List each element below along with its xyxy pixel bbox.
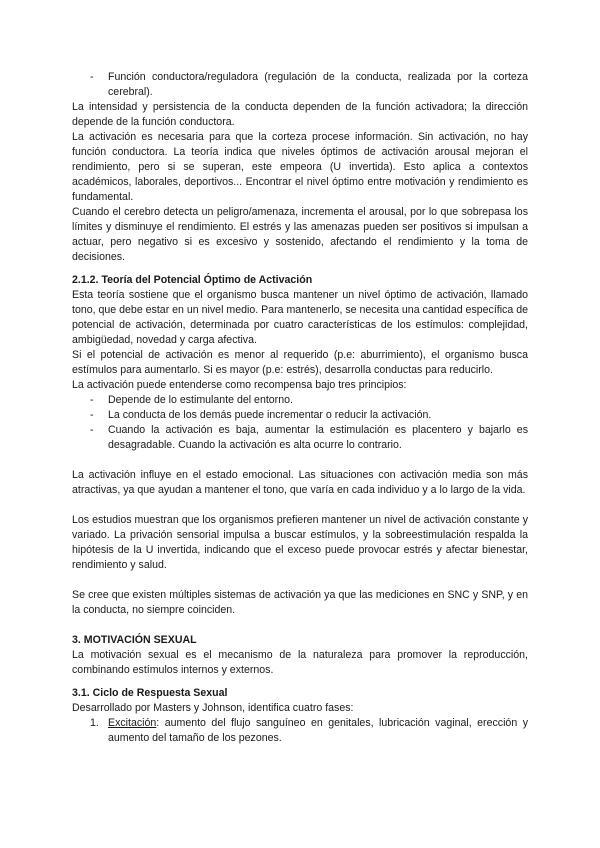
paragraph: Desarrollado por Masters y Johnson, identifica cuatro fases: bbox=[72, 702, 354, 714]
dash-bullet: - bbox=[90, 424, 94, 436]
paragraph: La motivación sexual es el mecanismo de la naturaleza para promover la reproducción, combinando estímulos internos y externos. bbox=[72, 649, 528, 676]
paragraph: La activación puede entenderse como recompensa bajo tres principios: bbox=[72, 379, 407, 391]
paragraph: La activación es necesaria para que la corteza procese información. Sin activación, no hay función conductora. La teoría indica que niveles óptimos de activación arousal mejoran el rendimiento, pero si se superan, este empeora (U invertida). Esto aplica a contextos académicos, laborales, deportivos... Encontrar el nivel óptimo entre motivación y rendimiento es fundamental. bbox=[72, 131, 528, 203]
list-item bbox=[72, 423, 528, 453]
list-item bbox=[72, 408, 528, 423]
paragraph: Si el potencial de activación es menor al requerido (p.e: aburrimiento), el organismo busca estímulos para aumentarlo. Si es mayor (p.e: estrés), desarrolla conductas para reducirlo. bbox=[72, 349, 528, 376]
list-item-text: Función conductora/reguladora (regulación de la conducta, realizada por la corteza cerebral). bbox=[108, 71, 528, 98]
section-heading: 3.1. Ciclo de Respuesta Sexual bbox=[72, 687, 228, 699]
paragraph: Los estudios muestran que los organismos prefieren mantener un nivel de activación constante y variado. La privación sensorial impulsa a buscar estímulos, y la sobreestimulación respalda la hipótesis de la U invertida, indicando que el exceso puede provocar estrés y afectar bienestar, rendimiento y salud. bbox=[72, 514, 528, 571]
dash-bullet: - bbox=[90, 409, 94, 421]
list-item bbox=[72, 70, 528, 100]
list-item bbox=[72, 393, 528, 408]
principles-list bbox=[72, 393, 528, 453]
section-heading: 3. MOTIVACIÓN SEXUAL bbox=[72, 634, 197, 646]
dash-bullet: - bbox=[90, 394, 94, 406]
paragraph: La intensidad y persistencia de la conducta dependen de la función activadora; la dirección depende de la función conductora. bbox=[72, 101, 528, 128]
page-content bbox=[72, 70, 528, 746]
list-item bbox=[72, 716, 528, 746]
paragraph: Cuando el cerebro detecta un peligro/amenaza, incrementa el arousal, por lo que sobrepasa los límites y disminuye el rendimiento. El estrés y las amenazas pueden ser positivos si impulsan a actuar, pero negativo si es excesivo y sostenido, afectando el rendimiento y la toma de decisiones. bbox=[72, 206, 528, 263]
phase-term: Excitación bbox=[108, 717, 157, 729]
paragraph: Esta teoría sostiene que el organismo busca mantener un nivel óptimo de activación, llamado tono, que debe estar en un nivel medio. Para mantenerlo, se necesita una cantidad específica de potencial de activación, determinada por cuatro características de los estímulos: complejidad, ambigüedad, novedad y carga afectiva. bbox=[72, 289, 528, 346]
section-heading: 2.1.2. Teoría del Potencial Óptimo de Activación bbox=[72, 274, 313, 286]
phase-text: : aumento del flujo sanguíneo en genitales, lubricación vaginal, erección y aumento del tamaño de los pezones. bbox=[108, 717, 528, 744]
list-number: 1. bbox=[90, 717, 99, 729]
list-item-text: La conducta de los demás puede incrementar o reducir la activación. bbox=[108, 409, 432, 421]
phases-list bbox=[72, 716, 528, 746]
list-item-text: Cuando la activación es baja, aumentar la estimulación es placentero y bajarlo es desagradable. Cuando la activación es alta ocurre lo contrario. bbox=[108, 424, 528, 451]
list-item-text: Depende de lo estimulante del entorno. bbox=[108, 394, 293, 406]
paragraph: La activación influye en el estado emocional. Las situaciones con activación media son más atractivas, ya que ayudan a mantener el tono, que varía en cada individuo y a lo largo de la vida. bbox=[72, 469, 528, 496]
paragraph: Se cree que existen múltiples sistemas de activación ya que las mediciones en SNC y SNP, y en la conducta, no siempre coinciden. bbox=[72, 589, 528, 616]
dash-bullet: - bbox=[90, 71, 94, 83]
top-list bbox=[72, 70, 528, 100]
